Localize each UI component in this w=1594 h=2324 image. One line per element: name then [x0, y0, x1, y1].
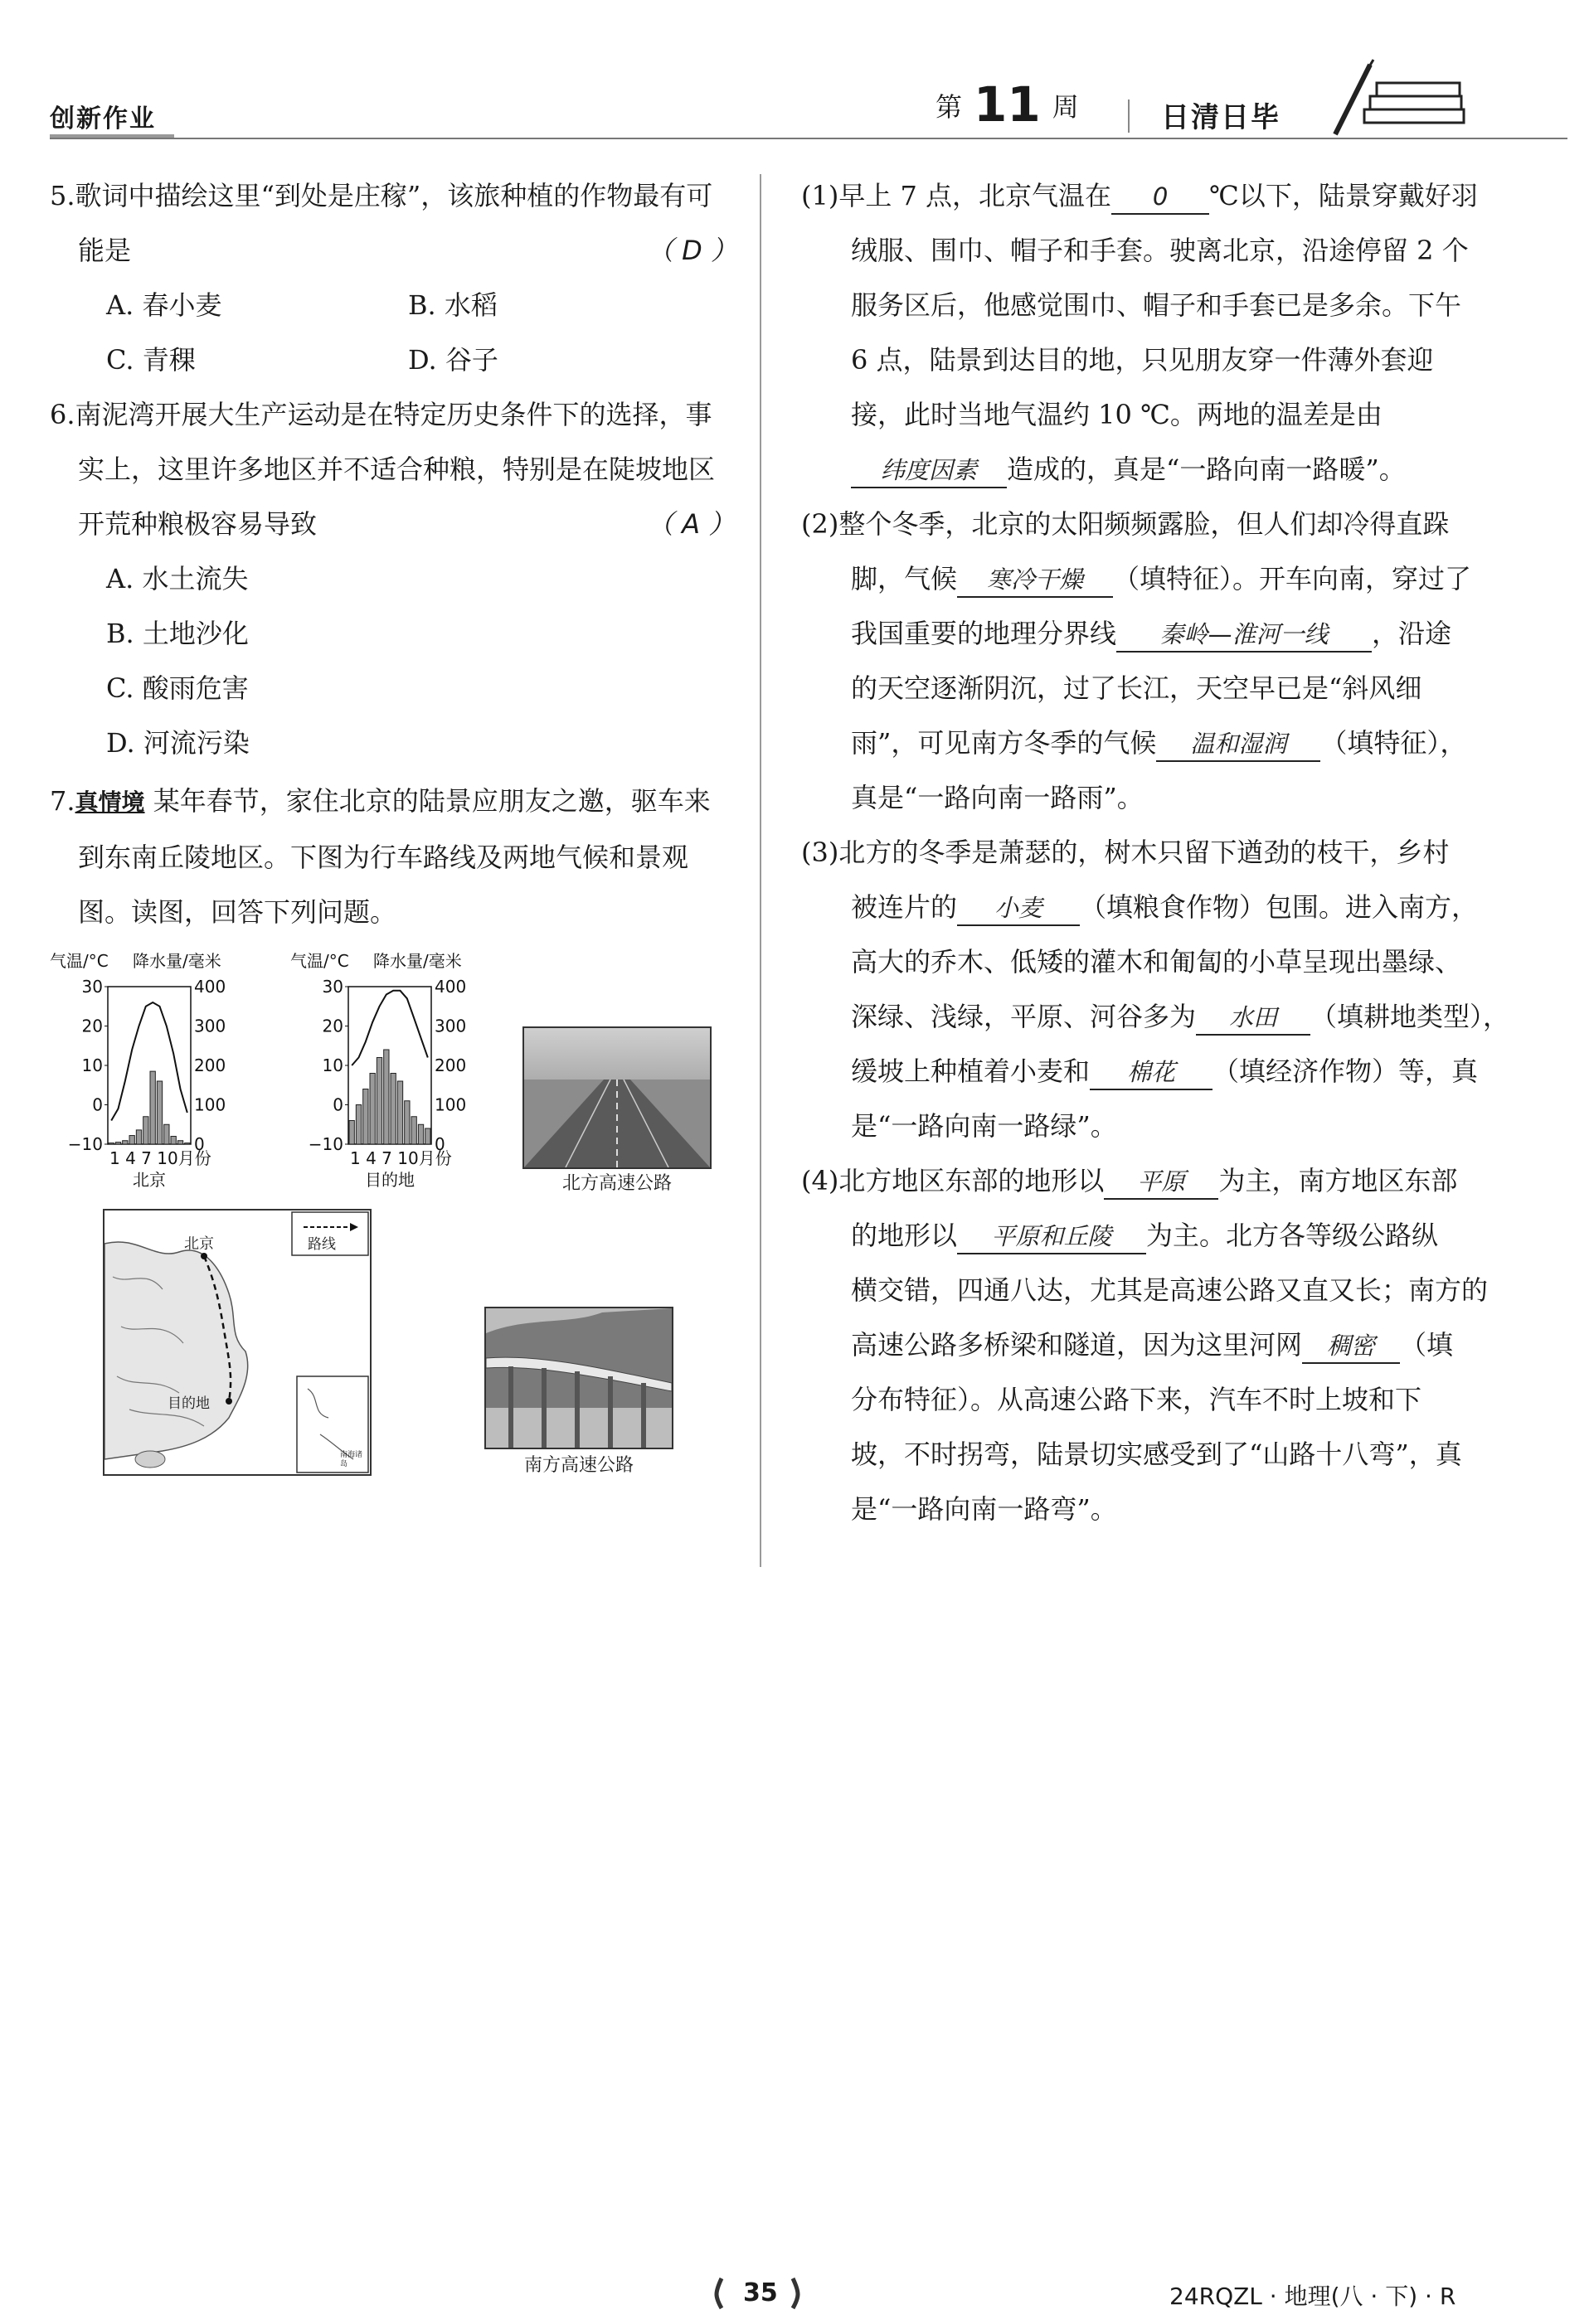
- climate-precip-tick: 0: [194, 1134, 205, 1154]
- p1-line2: 绒服、围巾、帽子和手套。驶离北京，沿途停留 2 个: [851, 235, 1469, 266]
- books-pencil-icon: [1327, 58, 1468, 141]
- climate-precip-tick: 400: [435, 977, 467, 997]
- q5-line2: 能是: [78, 235, 132, 266]
- climate-precip-bar: [164, 1124, 169, 1144]
- map-beijing-label: 北京: [184, 1235, 214, 1253]
- climate-precip-bar: [185, 1143, 190, 1144]
- q6-option-a: A. 水土流失: [106, 563, 249, 594]
- p3-text5b: （填经济作物）等，真: [1213, 1055, 1479, 1087]
- climate-temp-tick: 10: [322, 1055, 343, 1075]
- q6-option-d: D. 河流污染: [106, 727, 250, 759]
- q7-text1: 某年春节，家住北京的陆景应朋友之邀，驱车来: [153, 785, 711, 817]
- p4-text2b: 为主。北方各等级公路纵: [1146, 1220, 1439, 1251]
- q6-line2: 实上，这里许多地区并不适合种粮，特别是在陡坡地区: [78, 454, 716, 485]
- climate-precip-bar: [370, 1074, 375, 1145]
- climate-precip-bar: [363, 1089, 368, 1145]
- climate-precip-bar: [157, 1081, 162, 1144]
- climate-temp-tick: 20: [322, 1016, 343, 1036]
- week-suffix: 周: [1052, 91, 1079, 123]
- p3-text2a: 被连片的: [851, 891, 958, 923]
- header-brand: 日清日毕: [1161, 101, 1281, 134]
- climate-temp-tick: 10: [81, 1055, 103, 1075]
- p1-blank2: 纬度因素: [851, 454, 1007, 488]
- p1-line4: 6 点，陆景到达目的地，只见朋友穿一件薄外套迎: [851, 344, 1434, 376]
- climate-precip-tick: 100: [194, 1094, 226, 1115]
- p2-line5: [851, 726, 1466, 762]
- climate-temp-tick: 20: [81, 1016, 103, 1036]
- book-code: 24RQZL · 地理(八 · 下) · R: [1169, 2283, 1456, 2310]
- climate-temp-axis-label: 气温/°C: [50, 951, 109, 971]
- p2-text2a: 脚，气候: [851, 563, 958, 594]
- map-inset-label: 南海诸岛: [340, 1451, 363, 1468]
- p3-text4a: 深绿、浅绿，平原、河谷多为: [851, 1001, 1197, 1032]
- q7-line3: 图。读图，回答下列问题。: [78, 896, 397, 928]
- climate-precip-tick: 0: [435, 1134, 445, 1154]
- q5-line1: 5.歌词中描绘这里“到处是庄稼”，该旅种植的作物最有可: [50, 180, 713, 211]
- p2-line1: (2)整个冬季，北京的太阳频频露脸，但人们却冷得直跺: [801, 508, 1450, 540]
- climate-temp-tick: 0: [92, 1094, 103, 1115]
- climate-precip-axis-label: 降水量/毫米: [133, 951, 221, 971]
- climate-precip-bar: [150, 1071, 155, 1144]
- climate-temp-tick: 30: [322, 977, 343, 997]
- p3-text4b: （填耕地类型），: [1310, 1001, 1510, 1032]
- p3-line5: [851, 1055, 1478, 1090]
- p4-text4a: 高速公路多桥梁和隧道，因为这里河网: [851, 1329, 1303, 1361]
- climate-precip-tick: 200: [435, 1055, 467, 1075]
- p3-line2: [851, 890, 1478, 926]
- climate-precip-tick: 300: [435, 1016, 467, 1036]
- q7-number: 7.: [50, 785, 75, 817]
- p3-line6: 是“一路向南一路绿”。: [851, 1110, 1117, 1142]
- p4-text4b: （填: [1400, 1329, 1454, 1361]
- week-label: [936, 76, 1079, 133]
- climate-precip-tick: 400: [194, 977, 226, 997]
- week-prefix: 第: [936, 91, 963, 123]
- climate-precip-bar: [397, 1081, 402, 1144]
- climate-precip-bar: [411, 1117, 416, 1144]
- p4-text1b: 为主，南方地区东部: [1218, 1165, 1458, 1196]
- north-highway-caption: 北方高速公路: [561, 1173, 672, 1194]
- climate-precip-bar: [115, 1143, 120, 1144]
- p4-line1: [801, 1164, 1457, 1200]
- climate-temp-line: [111, 1002, 187, 1121]
- q6-answer: （ A ）: [647, 508, 736, 540]
- climate-temp-axis-label: 气温/°C: [290, 951, 349, 971]
- q5-option-c: C. 青稞: [106, 344, 196, 376]
- p1-text6b: 造成的，真是“一路向南一路暖”。: [1007, 454, 1406, 485]
- climate-precip-bar: [356, 1105, 361, 1145]
- p3-blank1: 小麦: [957, 891, 1080, 926]
- climate-precip-bar: [405, 1101, 410, 1144]
- p2-line4: 的天空逐渐阴沉，过了长江，天空早已是“斜风细: [851, 672, 1422, 704]
- p1-line3: 服务区后，他感觉围巾、帽子和手套已是多余。下午: [851, 289, 1462, 321]
- climate-precip-tick: 100: [435, 1094, 467, 1115]
- climate-precip-bar: [129, 1136, 134, 1144]
- p1-line1: [801, 179, 1478, 215]
- header-left-title: 创新作业: [50, 104, 156, 133]
- climate-precip-axis-label: 降水量/毫米: [373, 951, 462, 971]
- header-separator: [1128, 99, 1130, 133]
- p2-blank2: 秦岭—淮河一线: [1116, 618, 1372, 653]
- p2-text5b: （填特征），: [1320, 727, 1467, 759]
- q7-line1: [50, 784, 711, 819]
- p2-line2: [851, 562, 1471, 598]
- p3-line3: 高大的乔木、低矮的灌木和匍匐的小草呈现出墨绿、: [851, 946, 1462, 978]
- climate-precip-bar: [136, 1130, 141, 1144]
- p1-blank1: 0: [1111, 180, 1209, 215]
- p4-blank3: 稠密: [1302, 1329, 1400, 1364]
- climate-temp-tick: −10: [308, 1134, 343, 1154]
- p4-line5: 分布特征）。从高速公路下来，汽车不时上坡和下: [851, 1384, 1422, 1415]
- q6-option-c: C. 酸雨危害: [106, 672, 249, 704]
- p1-line5: 接，此时当地气温约 10 ℃。两地的温差是由: [851, 399, 1383, 430]
- p2-line6: 真是“一路向南一路雨”。: [851, 782, 1144, 813]
- p3-text5a: 缓坡上种植着小麦和: [851, 1055, 1091, 1087]
- north-highway-image: [524, 1028, 710, 1167]
- climate-precip-bar: [391, 1074, 396, 1145]
- climate-precip-tick: 200: [194, 1055, 226, 1075]
- p2-blank3: 温和湿润: [1156, 727, 1320, 762]
- climate-precip-bar: [377, 1058, 381, 1145]
- q5-option-a: A. 春小麦: [106, 289, 222, 321]
- climate-temp-tick: 0: [333, 1094, 343, 1115]
- climate-precip-bar: [171, 1137, 176, 1145]
- p2-text3a: 我国重要的地理分界线: [851, 618, 1117, 649]
- p1-text1a: (1)早上 7 点，北京气温在: [801, 180, 1112, 211]
- p4-blank2: 平原和丘陵: [957, 1220, 1146, 1254]
- climate-x-axis-label: 1 4 7 10月份: [109, 1148, 211, 1168]
- north-highway-photo: [522, 1026, 712, 1169]
- climate-precip-bar: [425, 1128, 430, 1144]
- south-highway-caption: 南方高速公路: [523, 1455, 634, 1476]
- map-destination-label: 目的地: [168, 1395, 210, 1412]
- climate-temp-line: [352, 991, 428, 1065]
- column-divider: [760, 174, 761, 1567]
- q5-option-b: B. 水稻: [408, 289, 498, 321]
- p4-line6: 坡，不时拐弯，陆景切实感受到了“山路十八弯”，真: [851, 1439, 1462, 1470]
- climate-precip-tick: 300: [194, 1016, 226, 1036]
- climate-charts: [50, 945, 522, 1211]
- route-map: [103, 1209, 372, 1476]
- climate-temp-tick: 30: [81, 977, 103, 997]
- q6-line1: 6.南泥湾开展大生产运动是在特定历史条件下的选择，事: [50, 399, 712, 430]
- p4-line3: 横交错，四通八达，尤其是高速公路又直又长；南方的: [851, 1274, 1489, 1306]
- p2-text2b: （填特征）。开车向南，穿过了: [1113, 563, 1472, 594]
- p2-blank1: 寒冷干燥: [957, 563, 1113, 598]
- climate-temp-tick: −10: [67, 1134, 103, 1154]
- q7-line2: 到东南丘陵地区。下图为行车路线及两地气候和景观: [78, 842, 689, 873]
- p2-line3: [851, 617, 1451, 653]
- climate-precip-bar: [384, 1050, 389, 1144]
- q5-option-d: D. 谷子: [408, 344, 498, 376]
- climate-x-axis-label: 1 4 7 10月份: [350, 1148, 452, 1168]
- p3-line1: (3)北方的冬季是萧瑟的，树木只留下遒劲的枝干，乡村: [801, 837, 1450, 868]
- q6-option-b: B. 土地沙化: [106, 618, 249, 649]
- q7-tag: 真情境: [75, 788, 145, 816]
- p4-line4: [851, 1328, 1453, 1364]
- p2-text3b: ，沿途: [1372, 618, 1452, 649]
- p1-line6: [851, 453, 1406, 488]
- south-highway-image: [486, 1308, 672, 1448]
- q6-line3: 开荒种粮极容易导致: [78, 508, 318, 540]
- p4-line2: [851, 1219, 1438, 1254]
- week-number: 11: [974, 76, 1041, 133]
- p1-text1b: ℃以下，陆景穿戴好羽: [1209, 180, 1478, 211]
- climate-precip-bar: [418, 1124, 423, 1144]
- climate-precip-bar: [109, 1143, 114, 1144]
- p3-text2b: （填粮食作物）包围。进入南方，: [1080, 891, 1479, 923]
- map-legend-label: 路线: [308, 1236, 336, 1253]
- q5-answer: （ D ）: [647, 235, 737, 266]
- climate-chart-title: 目的地: [365, 1170, 415, 1190]
- p4-line7: 是“一路向南一路弯”。: [851, 1493, 1117, 1525]
- p4-text2a: 的地形以: [851, 1220, 958, 1251]
- p3-blank2: 水田: [1196, 1001, 1310, 1036]
- climate-chart-title: 北京: [133, 1170, 166, 1190]
- p3-blank3: 棉花: [1090, 1055, 1213, 1090]
- climate-precip-bar: [123, 1141, 128, 1144]
- climate-precip-bar: [177, 1141, 182, 1144]
- p4-text1a: (4)北方地区东部的地形以: [801, 1165, 1105, 1196]
- climate-frame: [108, 987, 191, 1144]
- south-highway-photo: [484, 1307, 673, 1449]
- p3-line4: [851, 1000, 1509, 1036]
- climate-precip-bar: [143, 1117, 148, 1144]
- climate-precip-bar: [349, 1121, 354, 1145]
- p4-blank1: 平原: [1104, 1165, 1218, 1200]
- page-number: 35: [743, 2278, 778, 2307]
- p2-text5a: 雨”，可见南方冬季的气候: [851, 727, 1157, 759]
